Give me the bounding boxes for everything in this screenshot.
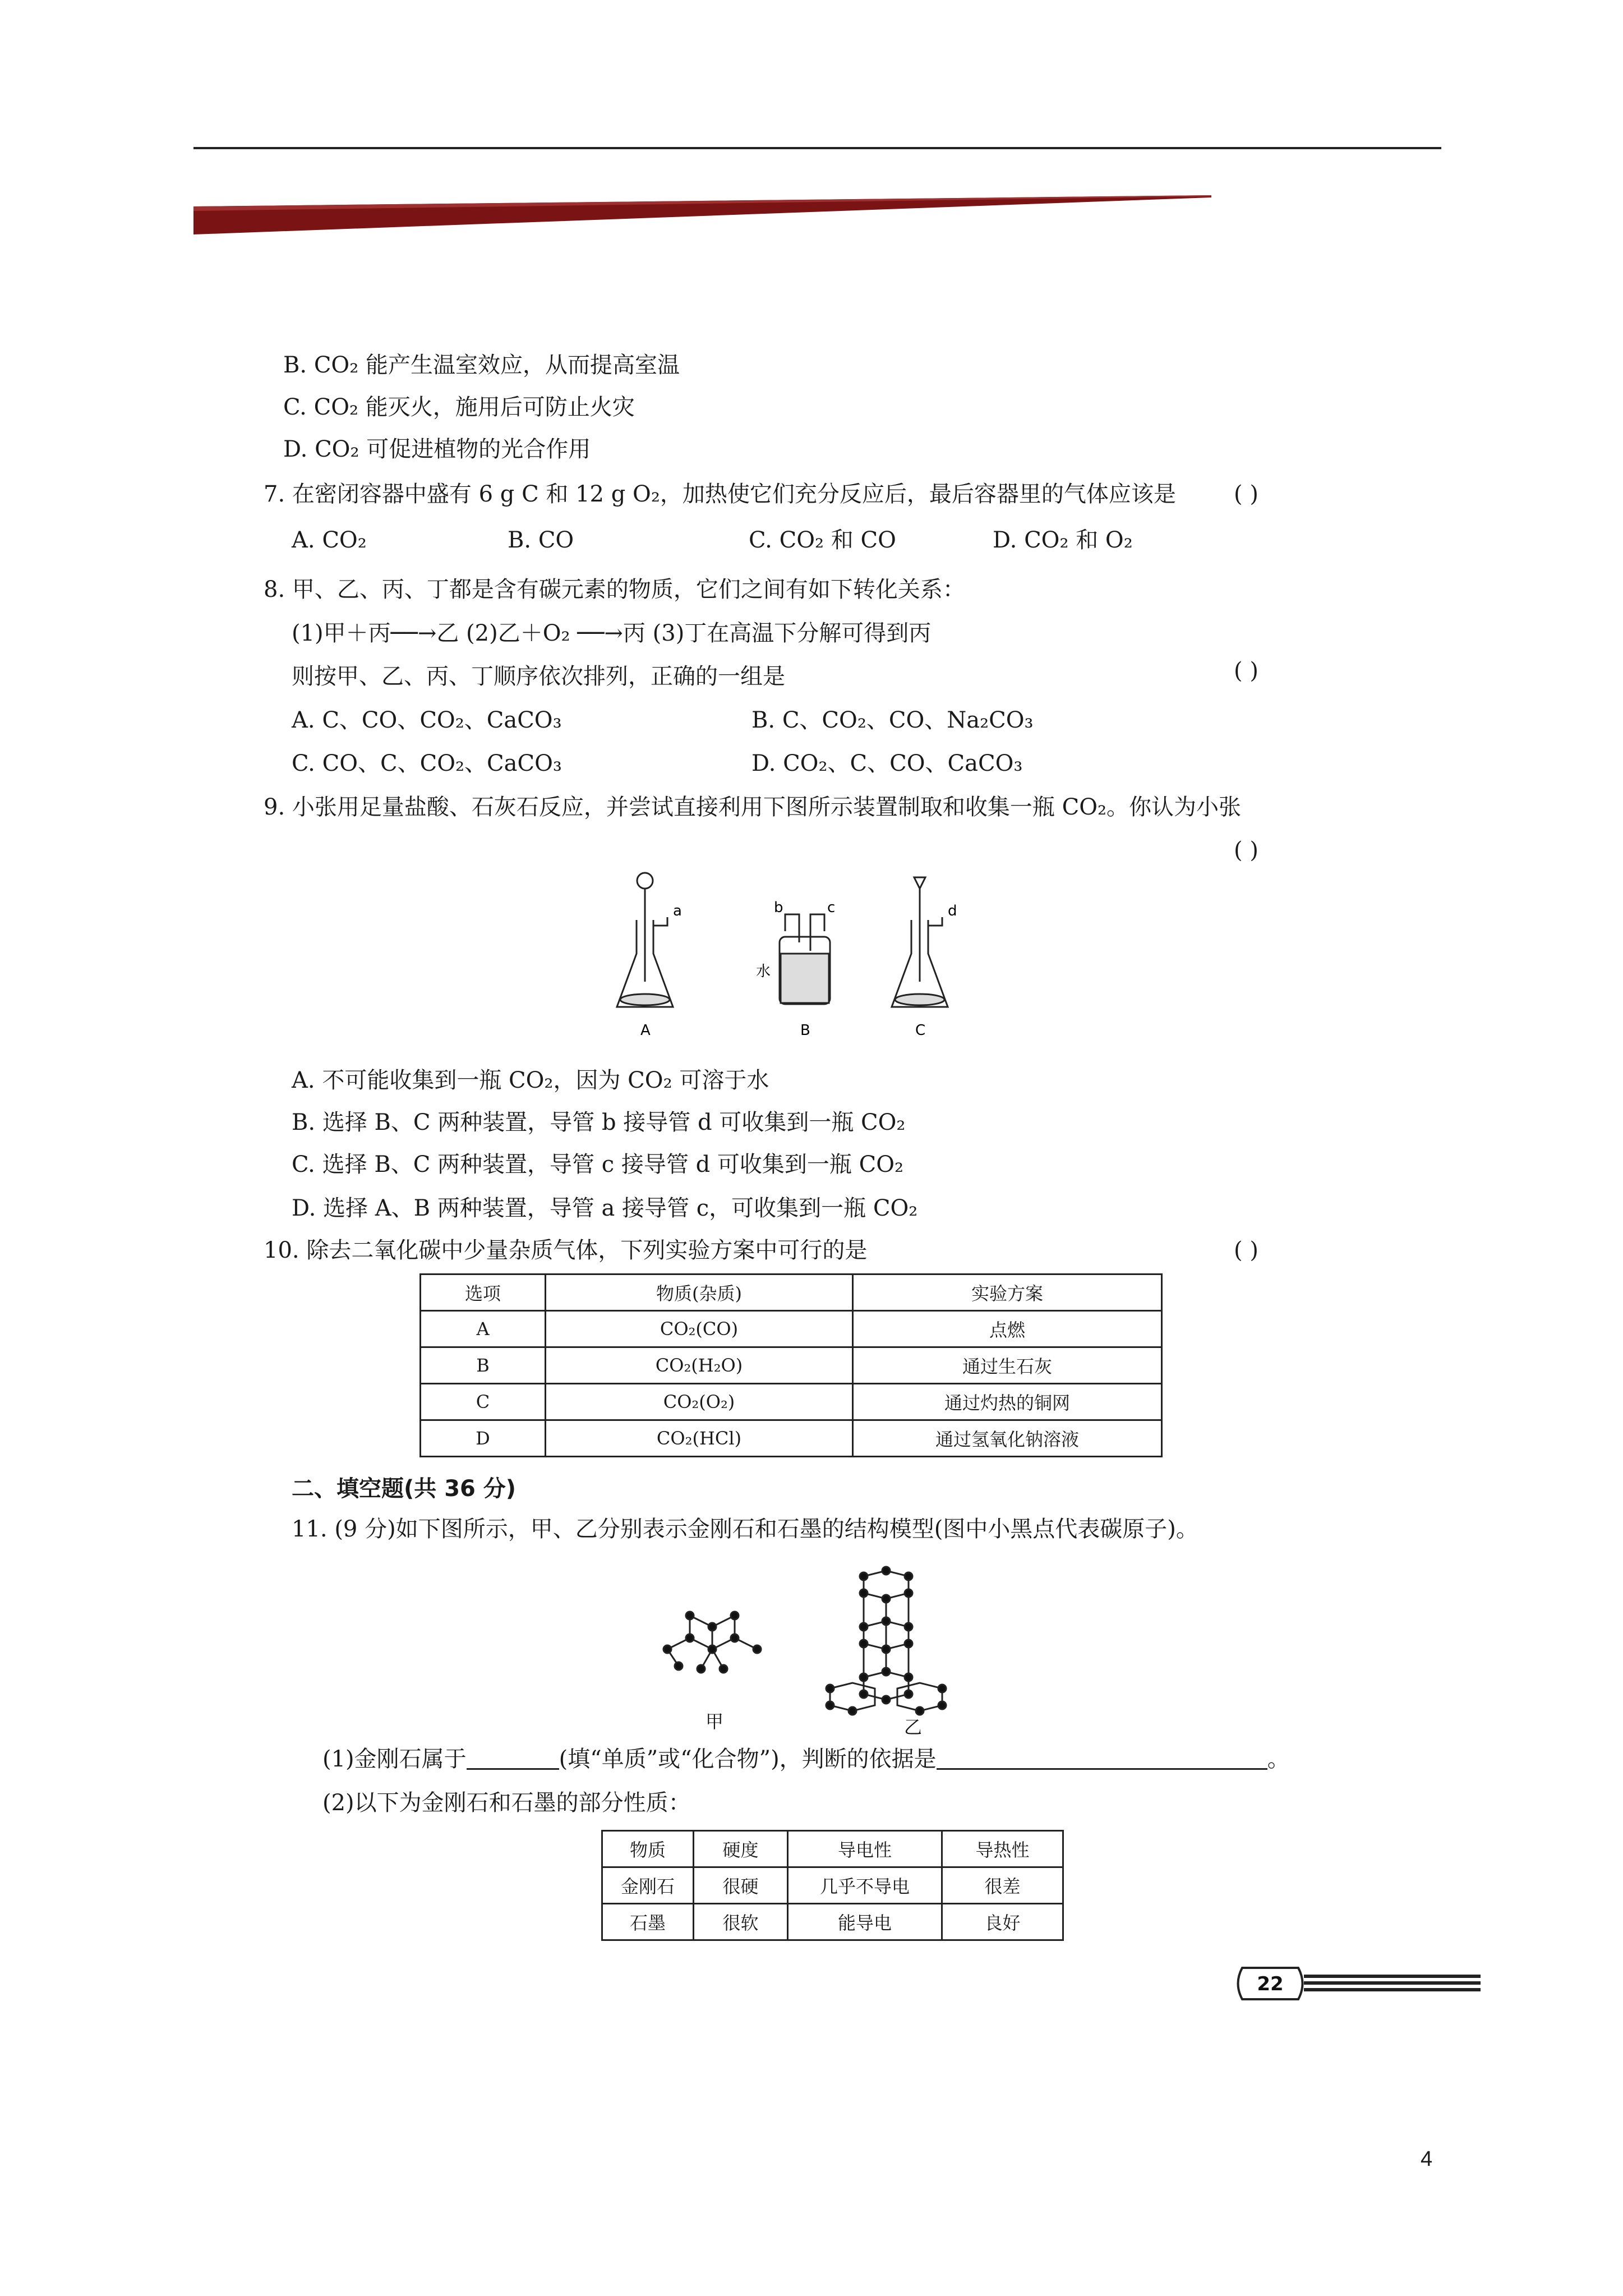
table-cell: 很差	[942, 1867, 1063, 1904]
table-cell: CO₂(CO)	[546, 1311, 853, 1347]
q11-part2: (2)以下为金刚石和石墨的部分性质：	[322, 1790, 691, 1816]
q10-answer-paren: ( )	[1234, 1237, 1258, 1263]
table-row	[421, 1384, 1162, 1420]
table-row	[602, 1904, 1063, 1940]
table-cell: 良好	[942, 1904, 1063, 1940]
carbon-structure-diagram	[645, 1565, 981, 1739]
book-page-number: 22	[1257, 1973, 1284, 1995]
q9-option-a: A. 不可能收集到一瓶 CO₂，因为 CO₂ 可溶于水	[292, 1068, 769, 1093]
book-page-badge	[1225, 1963, 1483, 2004]
q10-table	[419, 1273, 1163, 1457]
graphite-label: 乙	[904, 1717, 923, 1738]
table-header-cell: 导热性	[942, 1831, 1063, 1867]
q8-option-a: A. C、CO、CO₂、CaCO₃	[292, 707, 562, 733]
q8-option-d: D. CO₂、C、CO、CaCO₃	[751, 751, 1023, 776]
table-header-row	[421, 1274, 1162, 1311]
table-header-cell: 物质	[602, 1831, 694, 1867]
table-row	[602, 1867, 1063, 1904]
q11-properties-table	[601, 1830, 1064, 1941]
apparatus-b	[780, 914, 830, 1004]
q6-option-c: C. CO₂ 能灭火，施用后可防止火灾	[283, 394, 635, 420]
table-header-row	[602, 1831, 1063, 1867]
q9-answer-paren: ( )	[1234, 838, 1258, 863]
table-cell: A	[421, 1311, 546, 1347]
table-cell: 通过灼热的铜网	[853, 1384, 1162, 1420]
table-cell: D	[421, 1420, 546, 1457]
table-header-cell: 选项	[421, 1274, 546, 1311]
page-number: 4	[1421, 2147, 1433, 2171]
apparatus-a-label: A	[640, 1022, 651, 1039]
gas-apparatus-diagram	[606, 869, 998, 1049]
table-cell: 能导电	[788, 1904, 942, 1940]
header-banner	[193, 195, 1211, 234]
q10-stem: 10. 除去二氧化碳中少量杂质气体，下列实验方案中可行的是	[264, 1237, 868, 1263]
q8-stem: 8. 甲、乙、丙、丁都是含有碳元素的物质，它们之间有如下转化关系：	[264, 577, 965, 602]
apparatus-b-label: B	[800, 1022, 810, 1039]
q11-part1: (1)金刚石属于 (填“单质”或“化合物”)，判断的依据是 。	[322, 1746, 1290, 1772]
q7-option-a: A. CO₂	[292, 527, 367, 553]
q11-part1-text-b: (填“单质”或“化合物”)，判断的依据是	[559, 1746, 937, 1772]
q9-option-c: C. 选择 B、C 两种装置，导管 c 接导管 d 可收集到一瓶 CO₂	[292, 1152, 904, 1177]
q8-reactions: (1)甲＋丙──→乙 (2)乙＋O₂ ──→丙 (3)丁在高温下分解可得到丙	[292, 620, 932, 646]
q8-option-b: B. C、CO₂、CO、Na₂CO₃	[751, 707, 1034, 733]
q6-option-d: D. CO₂ 可促进植物的光合作用	[283, 436, 591, 462]
q8-answer-paren: ( )	[1234, 658, 1258, 684]
table-row	[421, 1420, 1162, 1457]
diamond-label: 甲	[706, 1711, 724, 1732]
q11-stem: 11. (9 分)如下图所示，甲、乙分别表示金刚石和石墨的结构模型(图中小黑点代表碳原子)。	[292, 1516, 1198, 1542]
table-row	[421, 1311, 1162, 1347]
table-header-cell: 导电性	[788, 1831, 942, 1867]
table-cell: 通过生石灰	[853, 1347, 1162, 1384]
q7-option-d: D. CO₂ 和 O₂	[993, 527, 1133, 553]
diamond-structure	[663, 1612, 761, 1673]
q7-answer-paren: ( )	[1234, 481, 1258, 507]
q8-option-c: C. CO、C、CO₂、CaCO₃	[292, 751, 562, 776]
q7-stem: 7. 在密闭容器中盛有 6 g C 和 12 g O₂，加热使它们充分反应后，最后容器里的气体应该是	[264, 481, 1176, 507]
apparatus-c	[892, 877, 948, 1007]
table-row	[421, 1347, 1162, 1384]
tube-a-label: a	[673, 903, 682, 919]
table-header-cell: 硬度	[694, 1831, 788, 1867]
table-header-cell: 物质(杂质)	[546, 1274, 853, 1311]
apparatus-a	[617, 873, 673, 1007]
graphite-structure	[826, 1567, 946, 1715]
q9-option-d: D. 选择 A、B 两种装置，导管 a 接导管 c，可收集到一瓶 CO₂	[292, 1195, 918, 1221]
section-heading: 二、填空题(共 36 分)	[292, 1476, 517, 1502]
q8-question: 则按甲、乙、丙、丁顺序依次排列，正确的一组是	[292, 664, 785, 689]
q9-option-b: B. 选择 B、C 两种装置，导管 b 接导管 d 可收集到一瓶 CO₂	[292, 1110, 906, 1135]
table-cell: 点燃	[853, 1311, 1162, 1347]
tube-b-label: b	[774, 899, 783, 916]
table-cell: CO₂(O₂)	[546, 1384, 853, 1420]
q6-option-b: B. CO₂ 能产生温室效应，从而提高室温	[283, 352, 680, 378]
tube-c-label: c	[827, 899, 836, 916]
table-cell: 金刚石	[602, 1867, 694, 1904]
apparatus-c-label: C	[915, 1022, 926, 1039]
table-cell: CO₂(H₂O)	[546, 1347, 853, 1384]
table-cell: 很硬	[694, 1867, 788, 1904]
table-cell: B	[421, 1347, 546, 1384]
q7-option-c: C. CO₂ 和 CO	[749, 527, 896, 553]
q11-blank-2[interactable]	[937, 1746, 1267, 1770]
water-label: 水	[756, 963, 771, 980]
table-cell: C	[421, 1384, 546, 1420]
q11-part1-text-a: (1)金刚石属于	[322, 1746, 467, 1772]
table-cell: 几乎不导电	[788, 1867, 942, 1904]
table-cell: 很软	[694, 1904, 788, 1940]
table-header-cell: 实验方案	[853, 1274, 1162, 1311]
table-cell: 石墨	[602, 1904, 694, 1940]
table-cell: 通过氢氧化钠溶液	[853, 1420, 1162, 1457]
header-rule	[193, 147, 1441, 149]
table-cell: CO₂(HCl)	[546, 1420, 853, 1457]
q11-blank-1[interactable]	[467, 1746, 559, 1770]
q7-option-b: B. CO	[508, 527, 574, 553]
q9-stem: 9. 小张用足量盐酸、石灰石反应，并尝试直接利用下图所示装置制取和收集一瓶 CO₂。你认为小张	[264, 794, 1242, 820]
tube-d-label: d	[948, 903, 957, 919]
